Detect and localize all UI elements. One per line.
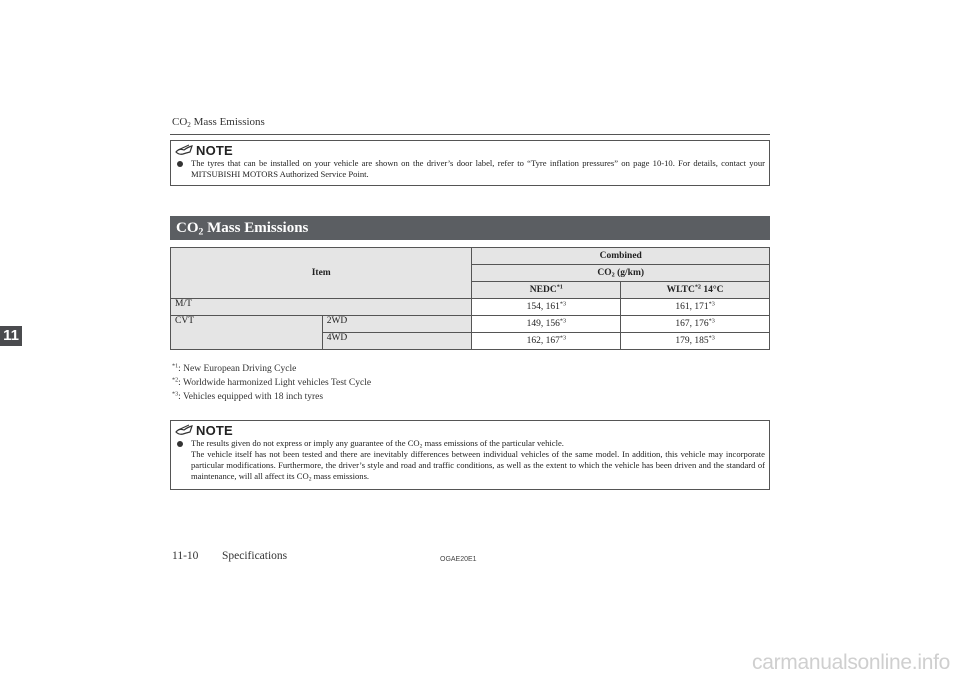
note-header <box>171 141 769 158</box>
header-wltc: WLTC$^{*2}$ 14°C <box>621 282 770 299</box>
footnote-2: $^{*2}$: Worldwide harmonized Light vehicles Test Cycle <box>172 377 372 388</box>
header-nedc: NEDC$^{*1}$ <box>472 282 621 299</box>
chapter-tab: 11 <box>0 326 22 346</box>
emissions-table <box>170 247 770 350</box>
header-item: Item <box>171 248 472 299</box>
note-text: The tyres that can be installed on your vehicle are shown on the driver’s door label, refer to “Tyre inflation pressures” on page 10-10. For details, contact your MITSUBISHI MOTORS Authorized Service Point. <box>191 158 765 179</box>
pencil-note-icon <box>175 144 193 156</box>
cell-wltc: 179, 185$^{*3}$ <box>621 333 770 350</box>
document-code: OGAE20E1 <box>440 556 477 563</box>
header-unit: $CO_2$ (g/km) <box>472 265 770 282</box>
chapter-title: Specifications <box>222 550 288 562</box>
row-label-cvt: CVT <box>171 316 323 350</box>
page-number: 11-10 <box>172 550 199 562</box>
note-title: NOTE <box>196 422 233 438</box>
cell-nedc: 149, 156$^{*3}$ <box>472 316 621 333</box>
running-header: $CO_2$ Mass Emissions <box>172 116 265 129</box>
note-body <box>171 438 769 482</box>
cell-nedc: 162, 167$^{*3}$ <box>472 333 621 350</box>
watermark: carmanualsonline.info <box>752 651 950 674</box>
note-body <box>171 158 769 180</box>
note-text-line-2: The vehicle itself has not been tested and there are inevitably differences between individual vehicles of the same model. In addition, this vehicle may incorporate particular modifications. Furthermore, the driver’s style and road and traffic conditions, as well as the extent to which the vehicle has been driven and the standard of maintenance, will all affect its $CO_2$ mass emissions. <box>191 449 765 483</box>
row-label-2wd: 2WD <box>322 316 472 333</box>
footnote-3: $^{*3}$: Vehicles equipped with 18 inch tyres <box>172 391 324 402</box>
row-label-mt: M/T <box>171 299 472 316</box>
bullet-icon <box>177 441 183 447</box>
footnote-1: $^{*1}$: New European Driving Cycle <box>172 363 297 374</box>
cell-nedc: 154, 161$^{*3}$ <box>472 299 621 316</box>
note-box-tyres <box>170 140 770 186</box>
table-row <box>171 299 770 316</box>
header-rule <box>170 134 770 135</box>
section-title: $CO_2$ Mass Emissions <box>170 216 770 240</box>
note-box-results <box>170 420 770 490</box>
note-header <box>171 421 769 438</box>
bullet-icon <box>177 161 183 167</box>
row-label-4wd: 4WD <box>322 333 472 350</box>
header-combined: Combined <box>472 248 770 265</box>
note-text-line-1: The results given do not express or imply any guarantee of the $CO_2$ mass emissions of the particular vehicle. <box>191 438 564 450</box>
cell-wltc: 167, 176$^{*3}$ <box>621 316 770 333</box>
note-title: NOTE <box>196 142 233 158</box>
table-row <box>171 316 770 333</box>
cell-wltc: 161, 171$^{*3}$ <box>621 299 770 316</box>
pencil-note-icon <box>175 424 193 436</box>
